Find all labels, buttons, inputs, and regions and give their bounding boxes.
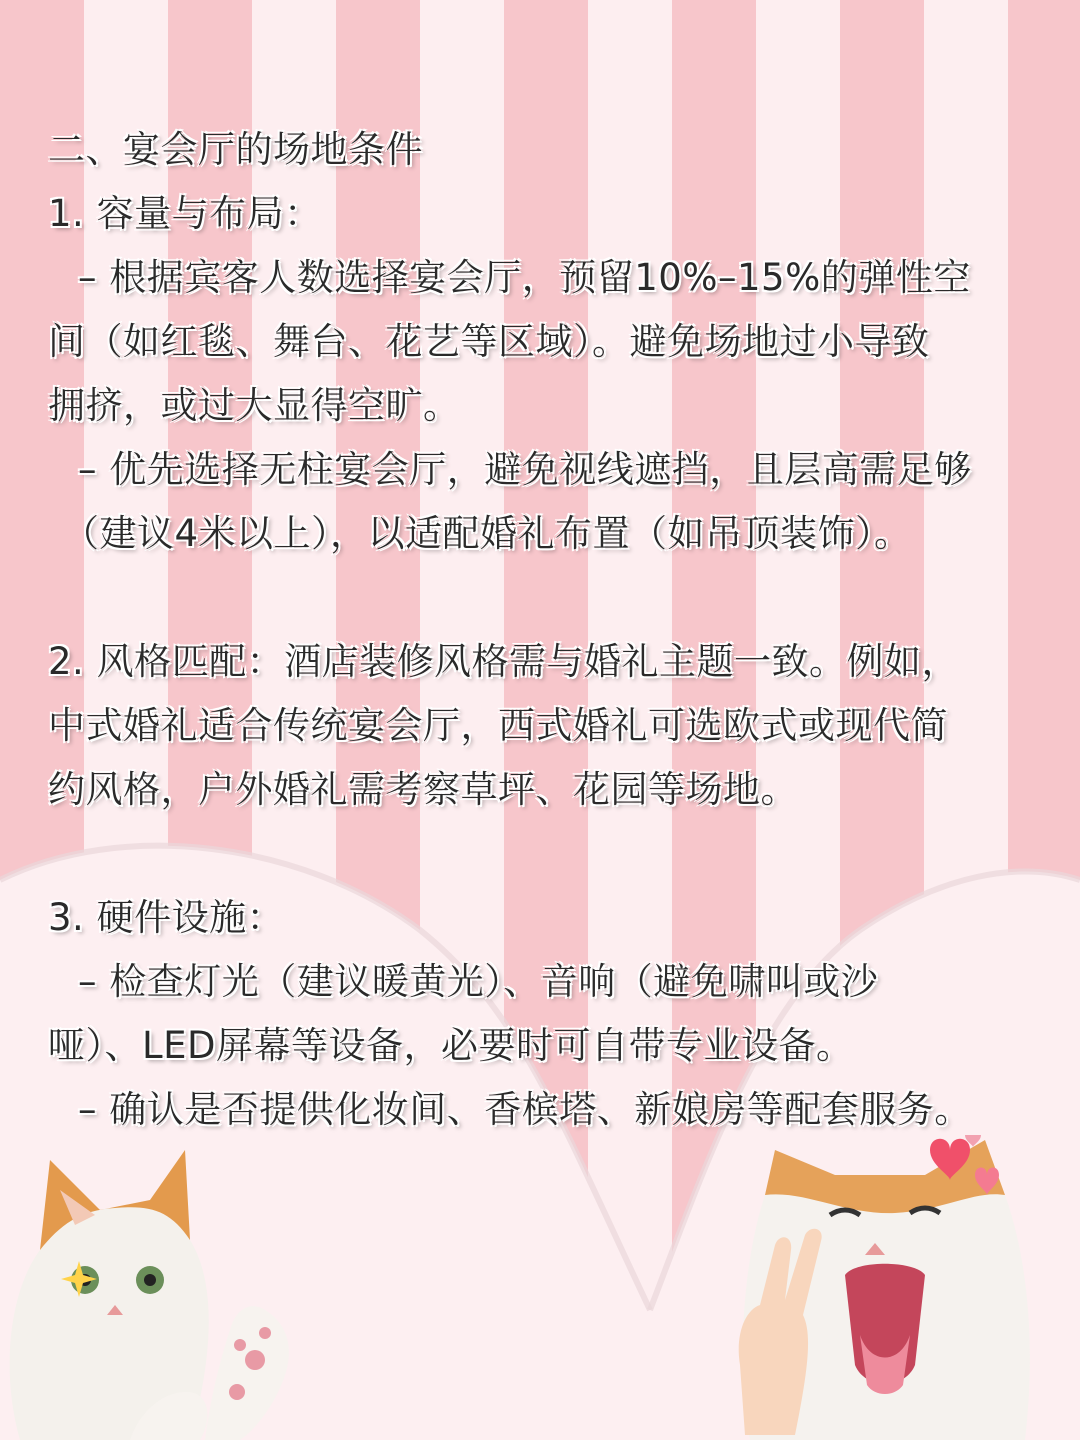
section-1-title: 1. 容量与布局： (48, 192, 322, 235)
s3-bullet1-line2: 哑）、LED屏幕等设备，必要时可自带专业设备。 (48, 1024, 854, 1067)
s3-bullet2: – 确认是否提供化妆间、香槟塔、新娘房等配套服务。 (78, 1088, 972, 1131)
s1-bullet1-line1: – 根据宾客人数选择宴会厅，预留10%–15%的弹性空 (78, 256, 971, 299)
s1-bullet2-line2: （建议4米以上），以适配婚礼布置（如吊顶装饰）。 (62, 512, 912, 555)
s2-line2: 中式婚礼适合传统宴会厅，西式婚礼可选欧式或现代简 (48, 704, 948, 747)
s1-bullet1-line3: 拥挤，或过大显得空旷。 (48, 384, 461, 427)
s1-bullet2-line1: – 优先选择无柱宴会厅，避免视线遮挡，且层高需足够 (78, 448, 972, 491)
s2-line3: 约风格，户外婚礼需考察草坪、花园等场地。 (48, 768, 798, 811)
cat-peace-sign-sticker (735, 1135, 1080, 1440)
s3-bullet1-line1: – 检查灯光（建议暖黄光）、音响（避免啸叫或沙 (78, 960, 879, 1003)
s2-line1: 2. 风格匹配：酒店装修风格需与婚礼主题一致。例如， (48, 640, 960, 683)
section-3-title: 3. 硬件设施： (48, 896, 285, 939)
s1-bullet1-line2: 间（如红毯、舞台、花艺等区域）。避免场地过小导致 (48, 320, 930, 363)
cat-thumbs-up-sticker (0, 1130, 300, 1440)
article-body (48, 118, 1038, 1142)
section-heading: 二、宴会厅的场地条件 (48, 128, 423, 171)
